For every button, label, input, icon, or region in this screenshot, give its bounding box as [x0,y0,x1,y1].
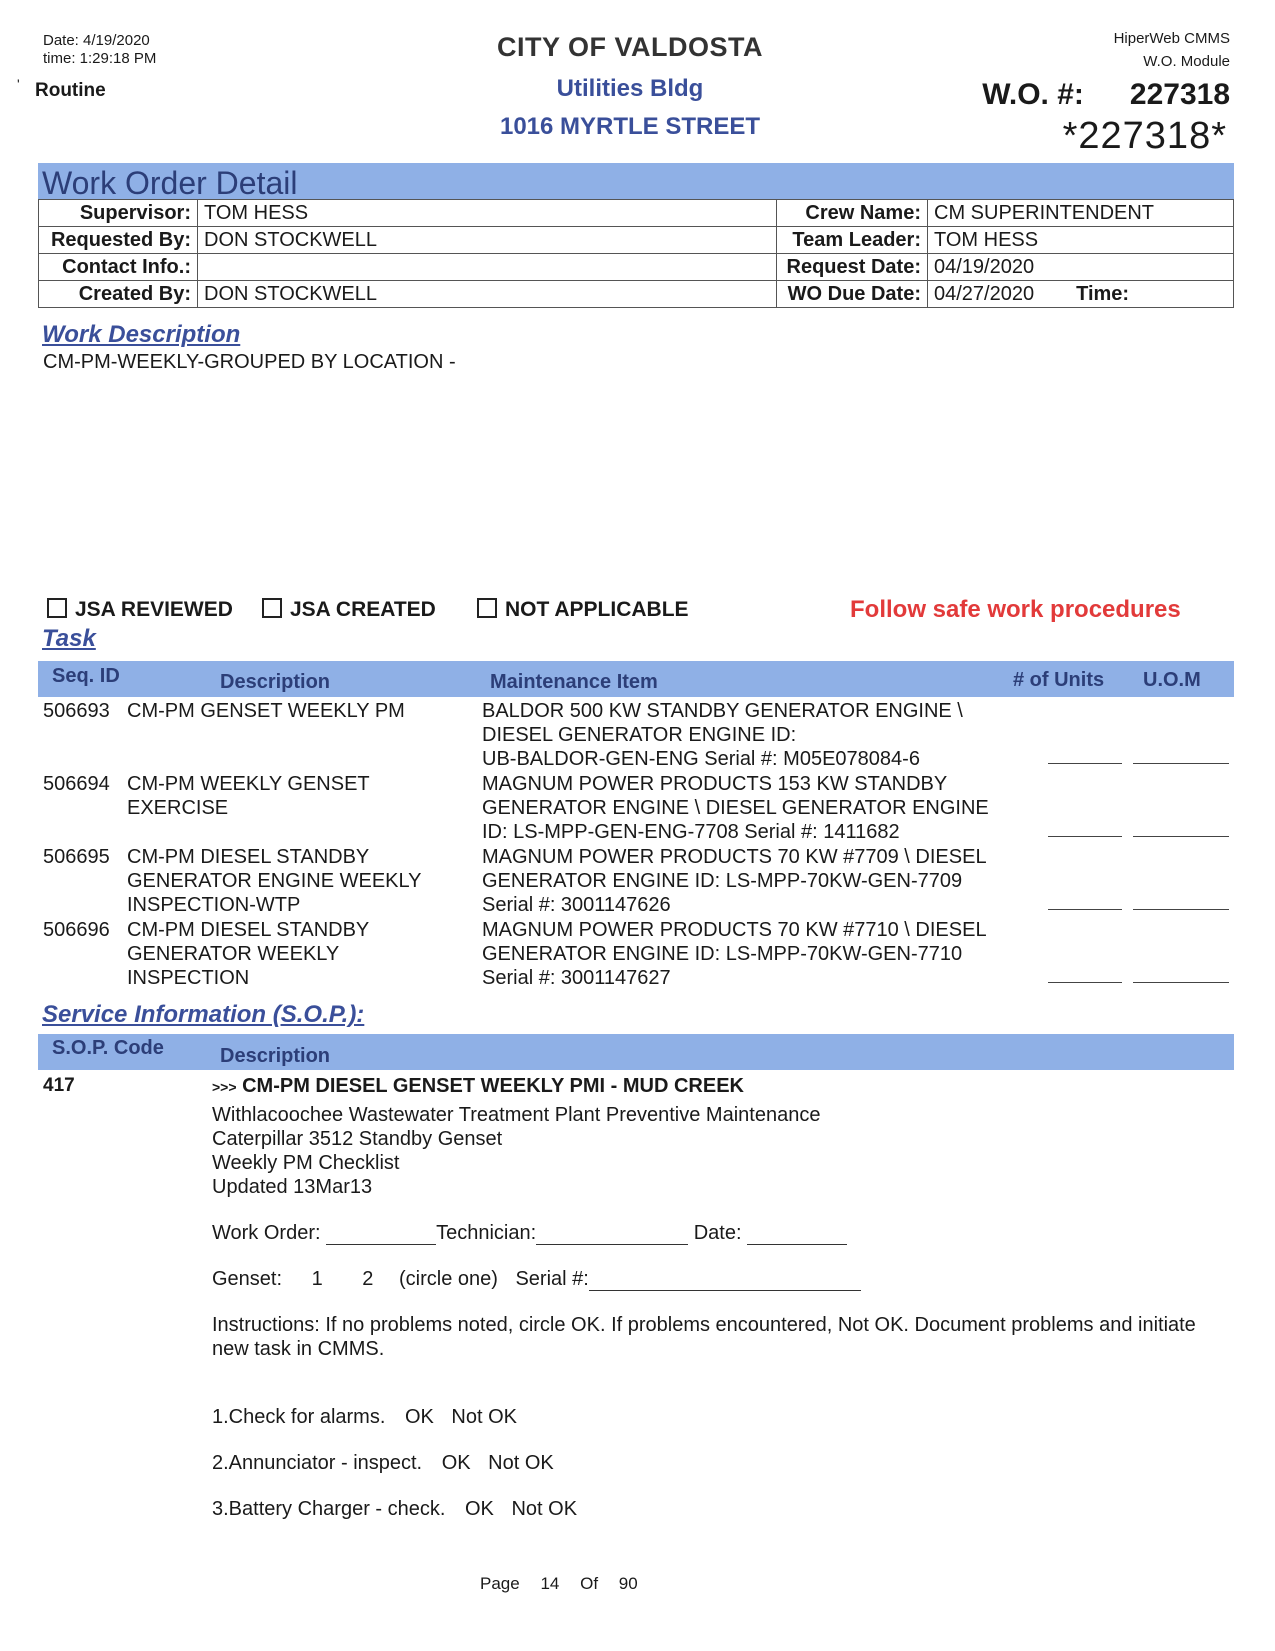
checkbox-icon[interactable] [477,598,497,618]
crew-name-label: Crew Name: [777,200,928,227]
check-not-ok: Not OK [488,1452,554,1474]
check-item-label: 2.Annunciator - inspect. [212,1452,423,1474]
checkbox-icon[interactable] [262,598,282,618]
time-label: Time: [1076,282,1130,305]
task-col-units: # of Units [1013,669,1105,691]
team-leader-value: TOM HESS [928,227,1234,254]
task-description [127,918,447,990]
task-item-line: MAGNUM POWER PRODUCTS 70 KW #7710 \ DIESEL [482,919,987,941]
serial-label: Serial #: [515,1268,589,1290]
task-item-line: UB-BALDOR-GEN-ENG Serial #: M05E078084-6 [482,748,920,770]
task-item-line: Serial #: 3001147627 [482,967,671,989]
sop-line: Caterpillar 3512 Standby Genset [212,1128,503,1150]
requested-by-label: Requested By: [39,227,198,254]
wo-number-line [982,78,1230,112]
uom-blank[interactable] [1133,763,1229,764]
task-desc-line: GENERATOR ENGINE WEEKLY [127,870,422,892]
wo-number-label: W.O. #: [982,78,1084,111]
system-info [1114,30,1230,70]
sop-line: Updated 13Mar13 [212,1176,373,1198]
service-info-title: Service Information (S.O.P.): [42,1001,365,1028]
task-seq-id: 506696 [43,919,110,941]
task-maintenance-item [482,772,1022,844]
detail-row [39,281,1234,308]
city-name: CITY OF VALDOSTA [496,32,763,62]
jsa-created-option[interactable] [262,598,436,622]
org-header [380,32,880,141]
page-current: 14 [540,1574,560,1593]
units-blank[interactable] [1048,982,1122,983]
task-desc-line: INSPECTION [127,967,250,989]
check-ok: OK [441,1452,471,1474]
task-col-seq: Seq. ID [52,665,120,687]
sop-instructions: Instructions: If no problems noted, circle OK. If problems encountered, Not OK. Document problems and initiate new task in CMMS. [212,1314,1196,1360]
sop-col-code: S.O.P. Code [52,1037,164,1059]
check-item [212,1451,1212,1475]
contact-info-value [198,254,777,281]
date-label: Date: [693,1222,742,1244]
created-by-value: DON STOCKWELL [198,281,777,308]
task-title: Task [42,625,96,652]
created-by-label: Created By: [39,281,198,308]
not-applicable-label: NOT APPLICABLE [505,598,689,621]
sop-form-line-1 [212,1221,1212,1245]
page-of-label: Of [580,1574,599,1593]
task-desc-line: INSPECTION-WTP [127,894,301,916]
task-desc-line: CM-PM WEEKLY GENSET [127,773,370,795]
task-desc-line: EXERCISE [127,797,229,819]
task-item-line: GENERATOR ENGINE \ DIESEL GENERATOR ENGINE [482,797,989,819]
task-item-line: GENERATOR ENGINE ID: LS-MPP-70KW-GEN-7710 [482,943,963,965]
sop-form-line-2 [212,1267,1212,1291]
not-applicable-option[interactable] [477,598,689,622]
task-item-line: MAGNUM POWER PRODUCTS 153 KW STANDBY [482,773,948,795]
task-item-line: ID: LS-MPP-GEN-ENG-7708 Serial #: 1411682 [482,821,900,843]
sop-code: 417 [43,1075,75,1096]
sop-description [212,1074,1212,1521]
detail-title: Work Order Detail [42,165,298,201]
work-description-text: CM-PM-WEEKLY-GROUPED BY LOCATION - [43,351,456,373]
check-ok: OK [404,1406,434,1428]
jsa-reviewed-label: JSA REVIEWED [75,598,233,621]
work-description-title: Work Description [42,321,241,348]
wo-barcode-text: *227318* [1062,115,1227,157]
scan-mark: ' [17,76,20,92]
task-seq-id: 506694 [43,773,110,795]
units-blank[interactable] [1048,763,1122,764]
system-name: HiperWeb CMMS [1113,30,1230,47]
task-item-line: GENERATOR ENGINE ID: LS-MPP-70KW-GEN-7709 [482,870,963,892]
task-desc-line: CM-PM DIESEL STANDBY [127,919,370,941]
check-item [212,1405,1212,1429]
detail-table [38,199,1234,308]
contact-info-label: Contact Info.: [39,254,198,281]
check-item-label: 1.Check for alarms. [212,1406,386,1428]
task-seq-id: 506693 [43,700,110,722]
task-desc-line: CM-PM GENSET WEEKLY PM [127,700,405,722]
task-desc-line: CM-PM DIESEL STANDBY [127,846,370,868]
due-date-label: WO Due Date: [777,281,928,308]
requested-by-value: DON STOCKWELL [198,227,777,254]
check-item-label: 3.Battery Charger - check. [212,1498,446,1520]
task-description [127,699,447,723]
sop-arrow: >>> [212,1079,237,1095]
module-name: W.O. Module [1143,53,1230,70]
sop-heading [212,1074,1212,1099]
detail-row [39,227,1234,254]
date-blank[interactable] [747,1228,847,1245]
task-description [127,772,447,820]
uom-blank[interactable] [1133,836,1229,837]
safety-note: Follow safe work procedures [850,596,1181,623]
team-leader-label: Team Leader: [777,227,928,254]
page-footer [480,1574,654,1594]
street-address: 1016 MYRTLE STREET [499,113,761,140]
print-timestamp [43,32,156,68]
wo-number: 227318 [1129,78,1230,111]
units-blank[interactable] [1048,836,1122,837]
check-ok: OK [465,1498,494,1520]
task-maintenance-item [482,845,1022,917]
task-col-description: Description [220,671,331,693]
detail-row [39,200,1234,227]
technician-blank[interactable] [536,1228,688,1245]
checkbox-icon[interactable] [47,598,67,618]
sop-line: Weekly PM Checklist [212,1152,400,1174]
building-name: Utilities Bldg [556,75,704,102]
request-date-value: 04/19/2020 [928,254,1234,281]
units-blank[interactable] [1048,909,1122,910]
genset-option-1: 1 [311,1268,323,1290]
task-col-uom: U.O.M [1143,669,1201,691]
crew-name-value: CM SUPERINTENDENT [928,200,1234,227]
task-desc-line: GENERATOR WEEKLY [127,943,340,965]
genset-option-2: 2 [362,1268,374,1290]
detail-row [39,254,1234,281]
uom-blank[interactable] [1133,909,1229,910]
page-total: 90 [618,1574,638,1593]
task-item-line: Serial #: 3001147626 [482,894,671,916]
due-date-value: 04/27/2020 [934,282,1035,305]
circle-one-note: (circle one) [398,1268,498,1290]
check-not-ok: Not OK [451,1406,517,1428]
task-maintenance-item [482,918,1022,990]
page-label: Page [480,1574,520,1593]
print-time: time: 1:29:18 PM [43,50,157,67]
task-item-line: MAGNUM POWER PRODUCTS 70 KW #7709 \ DIESEL [482,846,987,868]
serial-blank[interactable] [589,1274,861,1291]
task-description [127,845,447,917]
work-order-blank[interactable] [326,1228,436,1245]
request-date-label: Request Date: [777,254,928,281]
check-not-ok: Not OK [511,1498,578,1520]
sop-heading-text: CM-PM DIESEL GENSET WEEKLY PMI - MUD CREEK [242,1075,744,1097]
task-item-line: BALDOR 500 KW STANDBY GENERATOR ENGINE \ [482,700,963,722]
task-item-line: DIESEL GENERATOR ENGINE ID: [482,724,797,746]
sop-line: Withlacoochee Wastewater Treatment Plant Preventive Maintenance [212,1104,821,1126]
sop-col-description: Description [220,1045,331,1067]
print-date: Date: 4/19/2020 [43,32,150,49]
due-date-cell [928,281,1234,308]
task-col-maintenance-item: Maintenance Item [490,671,658,693]
priority-label: Routine [35,80,106,101]
check-item [212,1497,1212,1521]
jsa-created-label: JSA CREATED [290,598,436,621]
task-seq-id: 506695 [43,846,110,868]
task-maintenance-item [482,699,1022,771]
uom-blank[interactable] [1133,982,1229,983]
genset-label: Genset: [212,1268,283,1290]
sop-header-band [38,1034,1234,1070]
work-order-label: Work Order: [212,1222,321,1244]
technician-label: Technician: [436,1222,537,1244]
supervisor-label: Supervisor: [39,200,198,227]
jsa-reviewed-option[interactable] [47,598,233,622]
supervisor-value: TOM HESS [198,200,777,227]
